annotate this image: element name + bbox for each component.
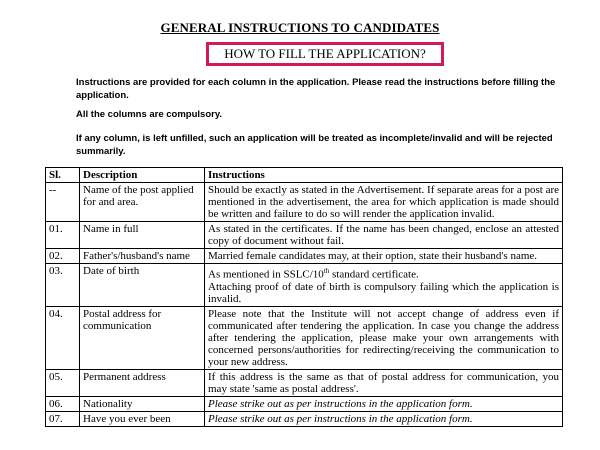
intro-paragraph-1: Instructions are provided for each column in the application. Please read the instructions before filling the application. (76, 77, 556, 101)
table-row (46, 396, 563, 411)
header-sl: Sl. (46, 168, 80, 183)
table-row (46, 183, 563, 222)
row-description: Name in full (80, 222, 205, 249)
row-sl: 03. (46, 264, 80, 307)
header-description: Description (80, 168, 205, 183)
row-sl: 04. (46, 306, 80, 369)
row-description: Father's/husband's name (80, 249, 205, 264)
row-sl: -- (46, 183, 80, 222)
row-description: Have you ever been (80, 411, 205, 426)
table-row (46, 222, 563, 249)
row-instructions: Should be exactly as stated in the Advertisement. If separate areas for a post are mentioned in the advertisement, the area for which application is made should be written and failure to do so will render the application invalid. (205, 183, 563, 222)
row-sl: 07. (46, 411, 80, 426)
row-instructions: Married female candidates may, at their option, state their husband's name. (205, 249, 563, 264)
row-instructions: Please note that the Institute will not accept change of address even if communicated after tendering the application. In case you change the address after tendering the application, please make your own arrangements with concerned persons/authorities for redirecting/receiving the communication to your new address. (205, 306, 563, 369)
intro-paragraph-3: If any column, is left unfilled, such an application will be treated as incomplete/invalid and will be rejected summarily. (76, 133, 553, 157)
subtitle-box: HOW TO FILL THE APPLICATION? (206, 42, 444, 66)
row-instructions: Please strike out as per instructions in the application form. (205, 396, 563, 411)
row-description: Postal address for communication (80, 306, 205, 369)
page-title: GENERAL INSTRUCTIONS TO CANDIDATES (160, 20, 440, 35)
row-instructions: As stated in the certificates. If the name has been changed, enclose an attested copy of document without fail. (205, 222, 563, 249)
table-row (46, 264, 563, 307)
table-row (46, 306, 563, 369)
row-instructions: If this address is the same as that of postal address for communication, you may state 'same as postal address'. (205, 369, 563, 396)
row-instructions: As mentioned in SSLC/10th standard certificate. Attaching proof of date of birth is compulsory failing which the application is invalid. (205, 264, 563, 307)
table-row (46, 249, 563, 264)
row-description: Name of the post applied for and area. (80, 183, 205, 222)
row-description: Date of birth (80, 264, 205, 307)
header-instructions: Instructions (205, 168, 563, 183)
row-sl: 05. (46, 369, 80, 396)
table-row (46, 411, 563, 426)
row-sl: 01. (46, 222, 80, 249)
row-sl: 06. (46, 396, 80, 411)
intro-paragraph-2: All the columns are compulsory. (76, 109, 223, 120)
row-sl: 02. (46, 249, 80, 264)
row-description: Nationality (80, 396, 205, 411)
table-header-row (46, 168, 563, 183)
row-description: Permanent address (80, 369, 205, 396)
instructions-table (45, 167, 563, 427)
table-row (46, 369, 563, 396)
row-instructions: Please strike out as per instructions in the application form. (205, 411, 563, 426)
